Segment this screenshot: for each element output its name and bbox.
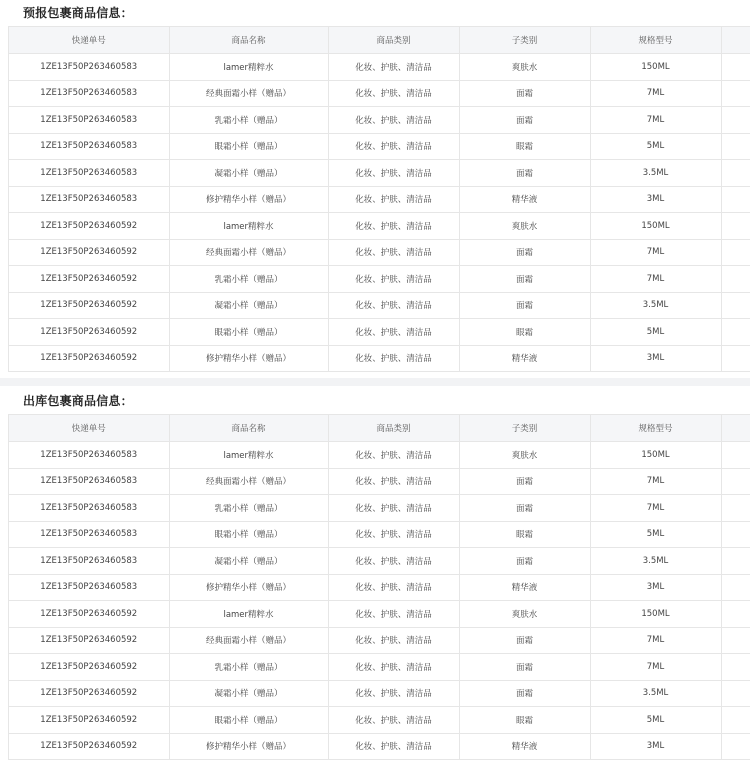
cell-product-category: 化妆、护肤、清洁品 xyxy=(328,654,459,681)
cell-tracking-number: 1ZE13F50P263460592 xyxy=(9,733,169,760)
col-header-product-name: 商品名称 xyxy=(169,27,328,54)
cell-spec: 7ML xyxy=(590,266,721,293)
cell-product-name: 修护精华小样（赠品） xyxy=(169,574,328,601)
cell-tracking-number: 1ZE13F50P263460583 xyxy=(9,80,169,107)
cell-product-name: 乳霜小样（赠品） xyxy=(169,654,328,681)
cell-spec: 3.5ML xyxy=(590,548,721,575)
cell-extra xyxy=(721,442,750,469)
cell-extra xyxy=(721,213,750,240)
cell-tracking-number: 1ZE13F50P263460592 xyxy=(9,239,169,266)
cell-product-category: 化妆、护肤、清洁品 xyxy=(328,495,459,522)
cell-product-name: 眼霜小样（赠品） xyxy=(169,319,328,346)
cell-product-category: 化妆、护肤、清洁品 xyxy=(328,548,459,575)
cell-subcategory: 眼霜 xyxy=(459,521,590,548)
cell-product-category: 化妆、护肤、清洁品 xyxy=(328,442,459,469)
cell-product-category: 化妆、护肤、清洁品 xyxy=(328,468,459,495)
forecast-table-body xyxy=(9,54,750,372)
cell-product-name: 修护精华小样（赠品） xyxy=(169,733,328,760)
col-header-extra xyxy=(721,415,750,442)
cell-subcategory: 爽肤水 xyxy=(459,601,590,628)
cell-spec: 7ML xyxy=(590,495,721,522)
cell-spec: 7ML xyxy=(590,80,721,107)
cell-spec: 7ML xyxy=(590,627,721,654)
cell-subcategory: 爽肤水 xyxy=(459,213,590,240)
cell-product-category: 化妆、护肤、清洁品 xyxy=(328,186,459,213)
cell-extra xyxy=(721,266,750,293)
cell-product-name: 凝霜小样（赠品） xyxy=(169,548,328,575)
cell-tracking-number: 1ZE13F50P263460583 xyxy=(9,521,169,548)
cell-subcategory: 面霜 xyxy=(459,239,590,266)
table-row xyxy=(9,186,750,213)
cell-spec: 5ML xyxy=(590,707,721,734)
cell-tracking-number: 1ZE13F50P263460583 xyxy=(9,160,169,187)
cell-product-category: 化妆、护肤、清洁品 xyxy=(328,574,459,601)
cell-extra xyxy=(721,292,750,319)
cell-extra xyxy=(721,654,750,681)
cell-product-category: 化妆、护肤、清洁品 xyxy=(328,213,459,240)
cell-subcategory: 精华液 xyxy=(459,345,590,372)
cell-extra xyxy=(721,707,750,734)
outbound-items-table xyxy=(9,414,750,760)
cell-product-category: 化妆、护肤、清洁品 xyxy=(328,319,459,346)
cell-product-name: 经典面霜小样（赠品） xyxy=(169,468,328,495)
table-row xyxy=(9,319,750,346)
table-row xyxy=(9,442,750,469)
table-row xyxy=(9,495,750,522)
cell-product-name: 凝霜小样（赠品） xyxy=(169,680,328,707)
cell-product-name: lamer精粹水 xyxy=(169,54,328,81)
cell-extra xyxy=(721,468,750,495)
cell-extra xyxy=(721,733,750,760)
cell-product-name: 凝霜小样（赠品） xyxy=(169,292,328,319)
cell-tracking-number: 1ZE13F50P263460583 xyxy=(9,133,169,160)
cell-product-name: 眼霜小样（赠品） xyxy=(169,707,328,734)
cell-spec: 3.5ML xyxy=(590,160,721,187)
cell-product-category: 化妆、护肤、清洁品 xyxy=(328,239,459,266)
cell-subcategory: 面霜 xyxy=(459,495,590,522)
cell-spec: 3.5ML xyxy=(590,680,721,707)
cell-product-name: 经典面霜小样（赠品） xyxy=(169,80,328,107)
cell-extra xyxy=(721,601,750,628)
outbound-table-body xyxy=(9,442,750,760)
cell-extra xyxy=(721,160,750,187)
cell-spec: 150ML xyxy=(590,213,721,240)
table-header-row xyxy=(9,415,750,442)
cell-product-category: 化妆、护肤、清洁品 xyxy=(328,345,459,372)
forecast-package-section xyxy=(0,0,750,365)
cell-product-name: 修护精华小样（赠品） xyxy=(169,345,328,372)
cell-extra xyxy=(721,574,750,601)
table-row xyxy=(9,521,750,548)
table-row xyxy=(9,345,750,372)
cell-product-name: 乳霜小样（赠品） xyxy=(169,266,328,293)
cell-subcategory: 面霜 xyxy=(459,654,590,681)
col-header-subcategory: 子类别 xyxy=(459,27,590,54)
cell-product-category: 化妆、护肤、清洁品 xyxy=(328,80,459,107)
cell-tracking-number: 1ZE13F50P263460592 xyxy=(9,319,169,346)
cell-spec: 3ML xyxy=(590,733,721,760)
col-header-extra xyxy=(721,27,750,54)
cell-tracking-number: 1ZE13F50P263460583 xyxy=(9,495,169,522)
cell-subcategory: 面霜 xyxy=(459,292,590,319)
cell-product-category: 化妆、护肤、清洁品 xyxy=(328,292,459,319)
cell-product-name: 修护精华小样（赠品） xyxy=(169,186,328,213)
table-row xyxy=(9,601,750,628)
forecast-items-table-wrap[interactable] xyxy=(8,26,750,372)
cell-tracking-number: 1ZE13F50P263460583 xyxy=(9,468,169,495)
cell-subcategory: 面霜 xyxy=(459,80,590,107)
cell-product-name: 经典面霜小样（赠品） xyxy=(169,239,328,266)
cell-tracking-number: 1ZE13F50P263460592 xyxy=(9,266,169,293)
table-row xyxy=(9,133,750,160)
cell-tracking-number: 1ZE13F50P263460592 xyxy=(9,707,169,734)
cell-extra xyxy=(721,495,750,522)
forecast-items-table xyxy=(9,26,750,372)
table-row xyxy=(9,107,750,134)
cell-spec: 3ML xyxy=(590,186,721,213)
col-header-subcategory: 子类别 xyxy=(459,415,590,442)
cell-subcategory: 面霜 xyxy=(459,680,590,707)
cell-product-category: 化妆、护肤、清洁品 xyxy=(328,680,459,707)
outbound-items-table-wrap[interactable] xyxy=(8,414,750,760)
cell-extra xyxy=(721,239,750,266)
cell-product-name: 乳霜小样（赠品） xyxy=(169,107,328,134)
cell-product-category: 化妆、护肤、清洁品 xyxy=(328,160,459,187)
forecast-section-title: 预报包裹商品信息： xyxy=(23,6,133,20)
cell-extra xyxy=(721,521,750,548)
cell-subcategory: 眼霜 xyxy=(459,319,590,346)
cell-product-category: 化妆、护肤、清洁品 xyxy=(328,107,459,134)
col-header-product-category: 商品类别 xyxy=(328,415,459,442)
cell-product-category: 化妆、护肤、清洁品 xyxy=(328,54,459,81)
cell-product-name: lamer精粹水 xyxy=(169,601,328,628)
outbound-section-title: 出库包裹商品信息： xyxy=(23,394,133,408)
table-row xyxy=(9,548,750,575)
cell-product-name: lamer精粹水 xyxy=(169,213,328,240)
cell-tracking-number: 1ZE13F50P263460583 xyxy=(9,548,169,575)
cell-product-name: 乳霜小样（赠品） xyxy=(169,495,328,522)
cell-extra xyxy=(721,627,750,654)
table-row xyxy=(9,680,750,707)
cell-extra xyxy=(721,54,750,81)
table-row xyxy=(9,160,750,187)
cell-extra xyxy=(721,186,750,213)
cell-product-category: 化妆、护肤、清洁品 xyxy=(328,266,459,293)
col-header-product-name: 商品名称 xyxy=(169,415,328,442)
cell-product-category: 化妆、护肤、清洁品 xyxy=(328,707,459,734)
cell-product-category: 化妆、护肤、清洁品 xyxy=(328,733,459,760)
cell-spec: 7ML xyxy=(590,239,721,266)
cell-tracking-number: 1ZE13F50P263460592 xyxy=(9,680,169,707)
cell-subcategory: 面霜 xyxy=(459,107,590,134)
cell-extra xyxy=(721,345,750,372)
col-header-product-category: 商品类别 xyxy=(328,27,459,54)
cell-tracking-number: 1ZE13F50P263460583 xyxy=(9,442,169,469)
col-header-spec: 规格型号 xyxy=(590,415,721,442)
cell-subcategory: 面霜 xyxy=(459,627,590,654)
table-row xyxy=(9,654,750,681)
cell-product-name: 眼霜小样（赠品） xyxy=(169,133,328,160)
cell-subcategory: 精华液 xyxy=(459,186,590,213)
cell-extra xyxy=(721,133,750,160)
cell-subcategory: 面霜 xyxy=(459,468,590,495)
cell-spec: 150ML xyxy=(590,54,721,81)
cell-product-category: 化妆、护肤、清洁品 xyxy=(328,627,459,654)
section-separator xyxy=(0,378,750,386)
cell-spec: 7ML xyxy=(590,468,721,495)
cell-tracking-number: 1ZE13F50P263460592 xyxy=(9,292,169,319)
table-row xyxy=(9,239,750,266)
outbound-package-section xyxy=(0,388,750,753)
cell-spec: 5ML xyxy=(590,319,721,346)
table-row xyxy=(9,707,750,734)
cell-product-name: 眼霜小样（赠品） xyxy=(169,521,328,548)
col-header-spec: 规格型号 xyxy=(590,27,721,54)
cell-spec: 5ML xyxy=(590,133,721,160)
cell-product-name: lamer精粹水 xyxy=(169,442,328,469)
table-row xyxy=(9,54,750,81)
cell-spec: 150ML xyxy=(590,442,721,469)
cell-tracking-number: 1ZE13F50P263460583 xyxy=(9,574,169,601)
cell-subcategory: 精华液 xyxy=(459,733,590,760)
cell-product-name: 经典面霜小样（赠品） xyxy=(169,627,328,654)
col-header-tracking-number: 快递单号 xyxy=(9,415,169,442)
cell-subcategory: 眼霜 xyxy=(459,133,590,160)
cell-tracking-number: 1ZE13F50P263460592 xyxy=(9,601,169,628)
cell-subcategory: 爽肤水 xyxy=(459,442,590,469)
table-row xyxy=(9,80,750,107)
cell-tracking-number: 1ZE13F50P263460592 xyxy=(9,213,169,240)
cell-subcategory: 精华液 xyxy=(459,574,590,601)
table-row xyxy=(9,266,750,293)
cell-tracking-number: 1ZE13F50P263460592 xyxy=(9,627,169,654)
cell-product-category: 化妆、护肤、清洁品 xyxy=(328,601,459,628)
cell-subcategory: 面霜 xyxy=(459,548,590,575)
table-row xyxy=(9,468,750,495)
table-row xyxy=(9,213,750,240)
cell-product-category: 化妆、护肤、清洁品 xyxy=(328,521,459,548)
cell-spec: 7ML xyxy=(590,654,721,681)
cell-extra xyxy=(721,107,750,134)
table-row xyxy=(9,574,750,601)
cell-product-name: 凝霜小样（赠品） xyxy=(169,160,328,187)
cell-tracking-number: 1ZE13F50P263460583 xyxy=(9,186,169,213)
cell-tracking-number: 1ZE13F50P263460592 xyxy=(9,345,169,372)
cell-spec: 5ML xyxy=(590,521,721,548)
table-row xyxy=(9,627,750,654)
table-row xyxy=(9,733,750,760)
cell-extra xyxy=(721,548,750,575)
cell-extra xyxy=(721,80,750,107)
cell-spec: 7ML xyxy=(590,107,721,134)
cell-subcategory: 面霜 xyxy=(459,160,590,187)
table-header-row xyxy=(9,27,750,54)
cell-spec: 3ML xyxy=(590,345,721,372)
cell-subcategory: 爽肤水 xyxy=(459,54,590,81)
col-header-tracking-number: 快递单号 xyxy=(9,27,169,54)
cell-product-category: 化妆、护肤、清洁品 xyxy=(328,133,459,160)
cell-subcategory: 眼霜 xyxy=(459,707,590,734)
table-row xyxy=(9,292,750,319)
cell-tracking-number: 1ZE13F50P263460583 xyxy=(9,54,169,81)
cell-tracking-number: 1ZE13F50P263460592 xyxy=(9,654,169,681)
cell-spec: 3ML xyxy=(590,574,721,601)
cell-extra xyxy=(721,680,750,707)
cell-subcategory: 面霜 xyxy=(459,266,590,293)
cell-tracking-number: 1ZE13F50P263460583 xyxy=(9,107,169,134)
cell-spec: 3.5ML xyxy=(590,292,721,319)
cell-spec: 150ML xyxy=(590,601,721,628)
cell-extra xyxy=(721,319,750,346)
